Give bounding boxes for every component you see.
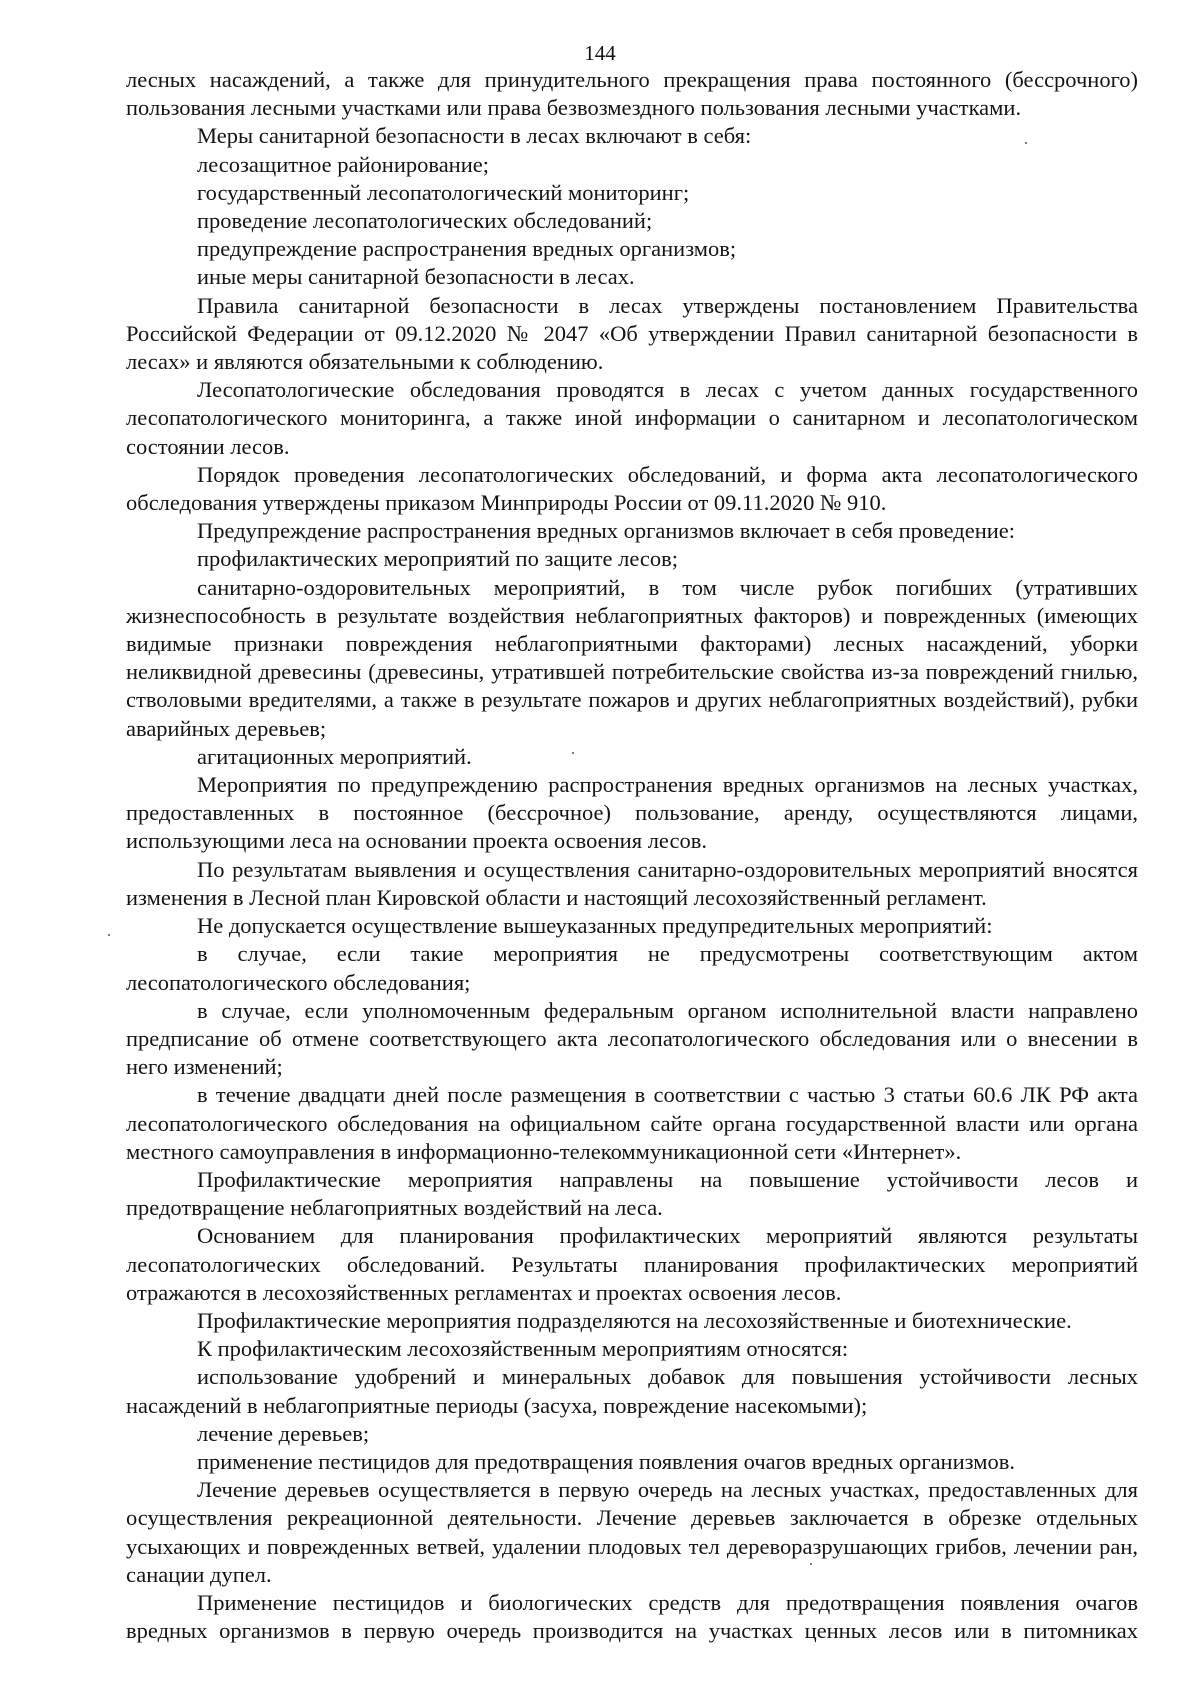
list-item: в случае, если уполномоченным федеральным органом исполнительной власти направлено предписание об отмене соответствующего акта лесопатологического обследования или о внесении в него изменений; <box>126 997 1138 1080</box>
paragraph-survey-procedure: Порядок проведения лесопатологических обследований, и форма акта лесопатологического обследования утверждены приказом Минприроды России от 09.11.2020 № 910. <box>126 461 1138 516</box>
list-item: проведение лесопатологических обследований; <box>197 208 653 234</box>
list-item: лесозащитное районирование; <box>197 151 490 177</box>
scan-speck <box>108 934 110 936</box>
document-body <box>126 66 1138 1645</box>
list-item: предупреждение распространения вредных организмов; <box>197 236 737 262</box>
list-item: в случае, если такие мероприятия не предусмотрены соответствующим актом лесопатологического обследования; <box>126 941 1138 995</box>
list-item: использование удобрений и минеральных добавок для повышения устойчивости лесных насаждений в неблагоприятные периоды (засуха, повреждение насекомыми); <box>126 1364 1138 1418</box>
paragraph-tree-treatment: Лечение деревьев осуществляется в первую очередь на лесных участках, предоставленных для осуществления рекреационной деятельности. Лечение деревьев заключается в обрезке отдельных усыхающих и поврежденных ветвей, удалении плодовых тел дереворазрушающих грибов, лечении ран, санации дупел. <box>126 1477 1138 1587</box>
paragraph-planning-basis: Основанием для планирования профилактических мероприятий являются результаты лесопатологических обследований. Результаты планирования профилактических мероприятий отражаются в лесохозяйственных регламентах и проектах освоения лесов. <box>126 1223 1138 1305</box>
scan-speck <box>810 1563 812 1565</box>
list-item: санитарно-оздоровительных мероприятий, в том числе рубок погибших (утративших жизнеспособность в результате воздействия неблагоприятных факторов) и поврежденных (имеющих видимые признаки повреждения неблагоприятными факторами) лесных насаждений, уборки неликвидной древесины (древесины, утратившей потребительские свойства из-за повреждений гнилью, стволовыми вредителями, а также в результате пожаров и других неблагоприятных воздействий), рубки аварийных деревьев; <box>126 574 1138 741</box>
paragraph-preventive-types: Профилактические мероприятия подразделяются на лесохозяйственные и биотехнические. <box>197 1307 1072 1333</box>
paragraph-plan-changes: По результатам выявления и осуществления санитарно-оздоровительных мероприятий вносятся изменения в Лесной план Кировской области и настоящий лесохозяйственный регламент. <box>126 856 1138 910</box>
list-item: применение пестицидов для предотвращения появления очагов вредных организмов. <box>197 1448 1015 1474</box>
paragraph-prevention-on-plots: Мероприятия по предупреждению распространения вредных организмов на лесных участках, предоставленных в постоянное (бессрочное) пользование, аренду, осуществляются лицами, использующими леса на основании проекта освоения лесов. <box>126 772 1138 854</box>
paragraph-forest-pathology-surveys: Лесопатологические обследования проводятся в лесах с учетом данных государственного лесопатологического мониторинга, а также иной информации о санитарном и лесопатологическом состоянии лесов. <box>126 377 1138 459</box>
paragraph-prevention-intro: Предупреждение распространения вредных организмов включает в себя проведение: <box>197 518 1016 544</box>
list-item: в течение двадцати дней после размещения в соответствии с частью 3 статьи 60.6 ЛК РФ акта лесопатологического обследования на официальном сайте органа государственной власти или органа местного самоуправления в информационно-телекоммуникационной сети «Интернет». <box>126 1082 1138 1164</box>
paragraph-sanitary-rules: Правила санитарной безопасности в лесах утверждены постановлением Правительства Российской Федерации от 09.12.2020 № 2047 «Об утверждении Правил санитарной безопасности в лесах» и являются обязательными к соблюдению. <box>126 292 1138 375</box>
list-item: иные меры санитарной безопасности в лесах. <box>197 264 635 290</box>
scan-speck <box>1025 142 1027 144</box>
scan-speck <box>572 752 574 754</box>
paragraph-not-allowed-intro: Не допускается осуществление вышеуказанных предупредительных мероприятий: <box>197 913 993 939</box>
page-number: 144 <box>584 41 616 65</box>
list-item: государственный лесопатологический мониторинг; <box>197 179 690 205</box>
list-item: агитационных мероприятий. <box>197 743 472 769</box>
list-item: лечение деревьев; <box>197 1420 370 1446</box>
paragraph-pesticides-application: Применение пестицидов и биологических средств для предотвращения появления очагов вредных организмов в первую очередь производится на участках ценных лесов или в питомниках <box>126 1589 1138 1644</box>
paragraph-preventive-purpose: Профилактические мероприятия направлены на повышение устойчивости лесов и предотвращение неблагоприятных воздействий на леса. <box>126 1166 1138 1221</box>
paragraph-sanitary-measures-intro: Меры санитарной безопасности в лесах включают в себя: <box>197 123 752 149</box>
paragraph-continuation: лесных насаждений, а также для принудительного прекращения права постоянного (бессрочного) пользования лесными участками или права безвозмездного пользования лесными участками. <box>126 67 1138 121</box>
paragraph-silvicultural-intro: К профилактическим лесохозяйственным мероприятиям относятся: <box>197 1336 849 1362</box>
list-item: профилактических мероприятий по защите лесов; <box>197 546 679 572</box>
